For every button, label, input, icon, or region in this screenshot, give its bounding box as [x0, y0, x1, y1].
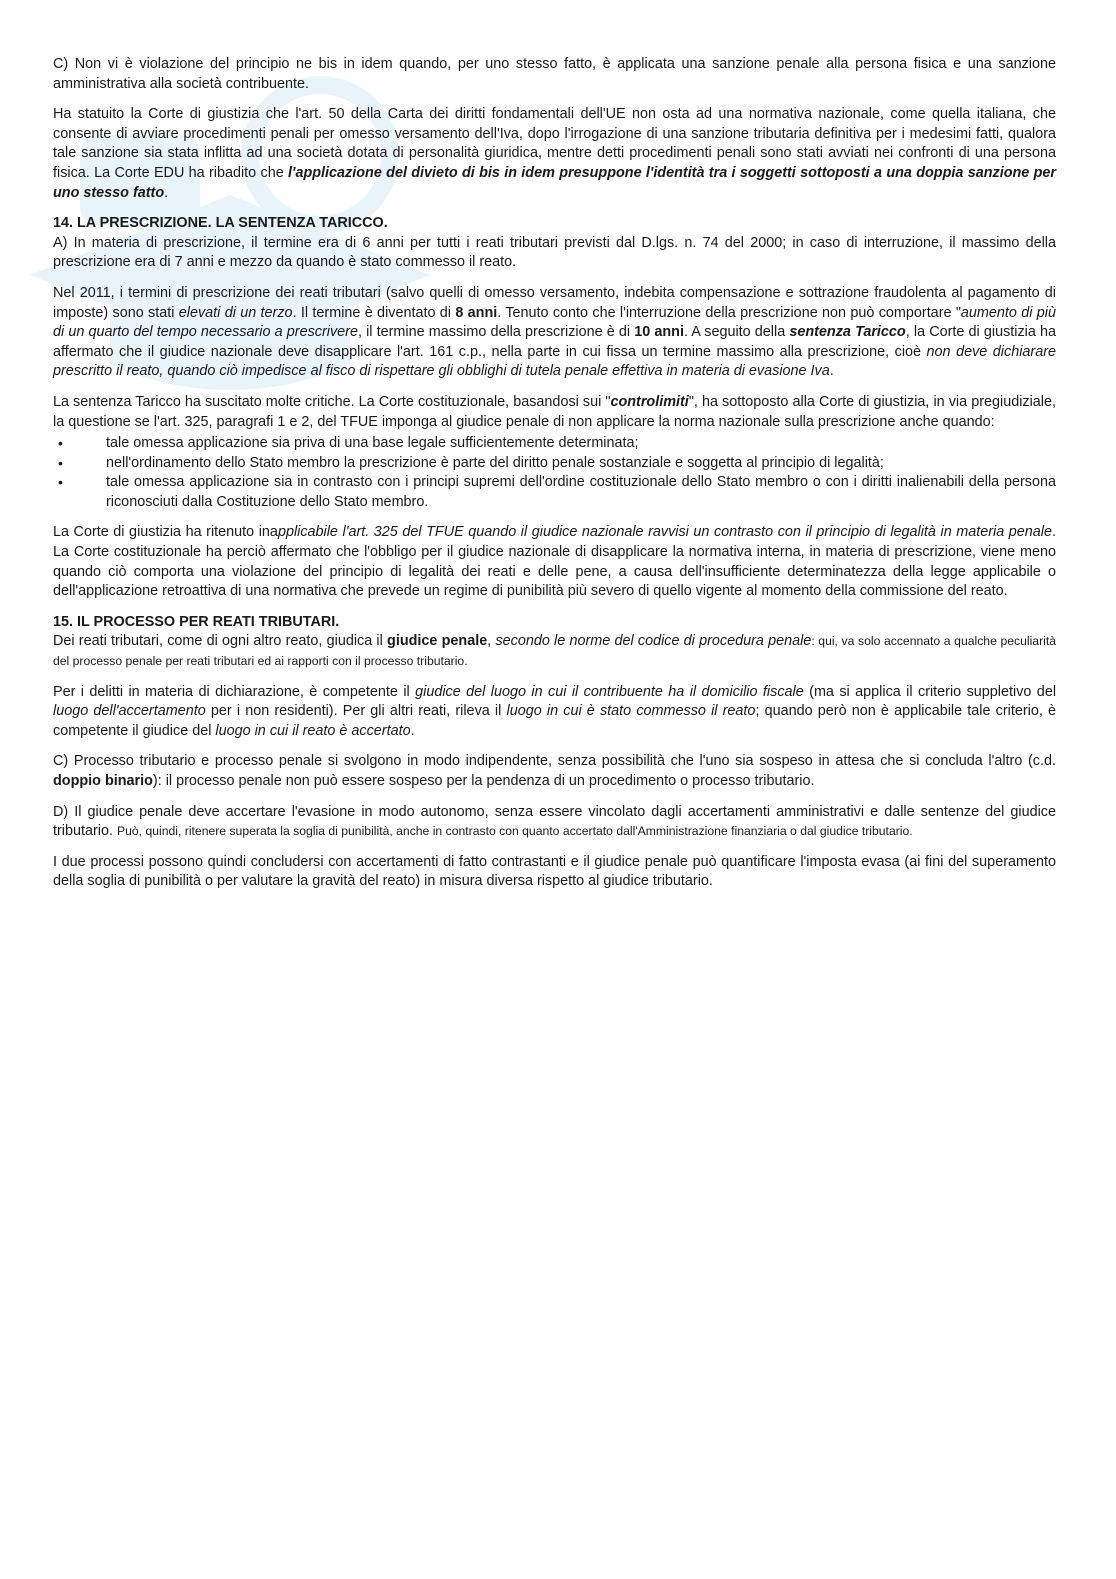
- paragraph-ne-bis-in-idem-c: C) Non vi è violazione del principio ne bis in idem quando, per uno stesso fatto, è applicata una sanzione penale alla persona fisica e una sanzione amministrativa alla società contribuente.: [53, 56, 1056, 92]
- paragraph-inapplicabile: La Corte di giustizia ha ritenuto inapplicabile l'art. 325 del TFUE quando il giudice nazionale ravvisi un contrasto con il principio di legalità in materia penale. La Corte costituzionale ha perciò affermato che l'obbligo per il giudice nazionale di disapplicare la normativa interna, in materia di prescrizione, viene meno quando ciò comporta una violazione del principio di legalità dei reati e delle pene, a causa dell'insufficiente determinatezza della legge applicabile o dell'applicazione retroattiva di una normativa che prevede un regime di punibilità più severo di quello vigente al momento della commissione del reato.: [53, 524, 1057, 600]
- paragraph-accertamento-autonomo: D) Il giudice penale deve accertare l'evasione in modo autonomo, senza essere vincolato dagli accertamenti amministrativi e dalle sentenze del giudice tributario. Può, quindi, ritenere superata la soglia di punibilità, anche in contrasto con quanto accertato dall'Amministrazione finanziaria o dal giudice tributario.: [53, 803, 1056, 840]
- section-heading-14: 14. LA PRESCRIZIONE. LA SENTENZA TARICCO.: [53, 215, 388, 232]
- conditions-list: [53, 434, 1056, 512]
- bullet-icon: •: [58, 474, 63, 491]
- list-item: • tale omessa applicazione sia priva di una base legale sufficientemente determinata;: [53, 434, 1056, 454]
- paragraph-giudice-penale: Dei reati tributari, come di ogni altro reato, giudica il giudice penale, secondo le norme del codice di procedura penale: qui, va solo accennato a qualche peculiarità del processo penale per reati tributari ed ai rapporti con il processo tributario.: [53, 633, 1057, 669]
- list-item: • nell'ordinamento dello Stato membro la prescrizione è parte del diritto penale sostanziale e soggetta al principio di legalità;: [53, 454, 1056, 474]
- bullet-icon: •: [58, 454, 63, 471]
- paragraph-competenza: Per i delitti in materia di dichiarazione, è competente il giudice del luogo in cui il contribuente ha il domicilio fiscale (ma si applica il criterio suppletivo del luogo dell'accertamento per i non residenti). Per gli altri reati, rileva il luogo in cui è stato commesso il reato; quando però non è applicabile tale criterio, è competente il giudice del luogo in cui il reato è accertato.: [53, 683, 1057, 739]
- paragraph-corte-giustizia: Ha statuito la Corte di giustizia che l'art. 50 della Carta dei diritti fondamentali dell'UE non osta ad una normativa nazionale, come quella italiana, che consente di avviare procedimenti penali per omesso versamento dell'Iva, dopo l'irrogazione di una sanzione tributaria definitiva per i medesimi fatti, qualora tale sanzione sia stata inflitta ad una società dotata di personalità giuridica, mentre detti procedimenti penali sono stati avviati nei confronti di una persona fisica. La Corte EDU ha ribadito che l'applicazione del divieto di bis in idem presuppone l'identità tra i soggetti sottoposti a una doppia sanzione per uno stesso fatto.: [53, 106, 1057, 201]
- list-item: • tale omessa applicazione sia in contrasto con i principi supremi dell'ordine costituzionale dello Stato membro o con i diritti inalienabili della persona riconosciuti dalla Costituzione dello Stato membro.: [58, 474, 1056, 510]
- paragraph-conclusione: I due processi possono quindi concludersi con accertamenti di fatto contrastanti e il giudice penale può quantificare l'imposta evasa (ai fini del superamento della soglia di punibilità o per valutare la gravità del reato) in misura diversa rispetto al giudice tributario.: [53, 853, 1056, 890]
- paragraph-doppio-binario: C) Processo tributario e processo penale si svolgono in modo indipendente, senza possibilità che l'uno sia sospeso in attesa che si concluda l'altro (c.d. doppio binario): il processo penale non può essere sospeso per la pendenza di un procedimento o processo tributario.: [53, 753, 1056, 789]
- paragraph-termini-2011: Nel 2011, i termini di prescrizione dei reati tributari (salvo quelli di omesso versamento, indebita compensazione e sottrazione fraudolenta al pagamento di imposte) sono stati elevati di un terzo. Il termine è diventato di 8 anni. Tenuto conto che l'interruzione della prescrizione non può comportare "aumento di più di un quarto del tempo necessario a prescrivere, il termine massimo della prescrizione è di 10 anni. A seguito della sentenza Taricco, la Corte di giustizia ha affermato che il giudice nazionale deve disapplicare l'art. 161 c.p., nella parte in cui fissa un termine massimo alla prescrizione, cioè non deve dichiarare prescritto il reato, quando ciò impedisce al fisco di rispettare gli obblighi di tutela penale effettiva in materia di evasione Iva.: [53, 284, 1057, 380]
- paragraph-critiche-taricco: La sentenza Taricco ha suscitato molte critiche. La Corte costituzionale, basandosi sui "controlimiti", ha sottoposto alla Corte di giustizia, in via pregiudiziale, la questione se l'art. 325, paragrafi 1 e 2, del TFUE imponga al giudice penale di non applicare la norma nazionale sulla prescrizione anche quando:: [53, 393, 1056, 430]
- document-page: [53, 55, 1056, 903]
- section-heading-15: 15. IL PROCESSO PER REATI TRIBUTARI.: [53, 613, 340, 630]
- paragraph-prescrizione-a: A) In materia di prescrizione, il termine era di 6 anni per tutti i reati tributari previsti dal D.lgs. n. 74 del 2000; in caso di interruzione, il massimo della prescrizione era di 7 anni e mezzo da quando è stato commesso il reato.: [53, 234, 1056, 271]
- bullet-icon: •: [58, 435, 63, 452]
